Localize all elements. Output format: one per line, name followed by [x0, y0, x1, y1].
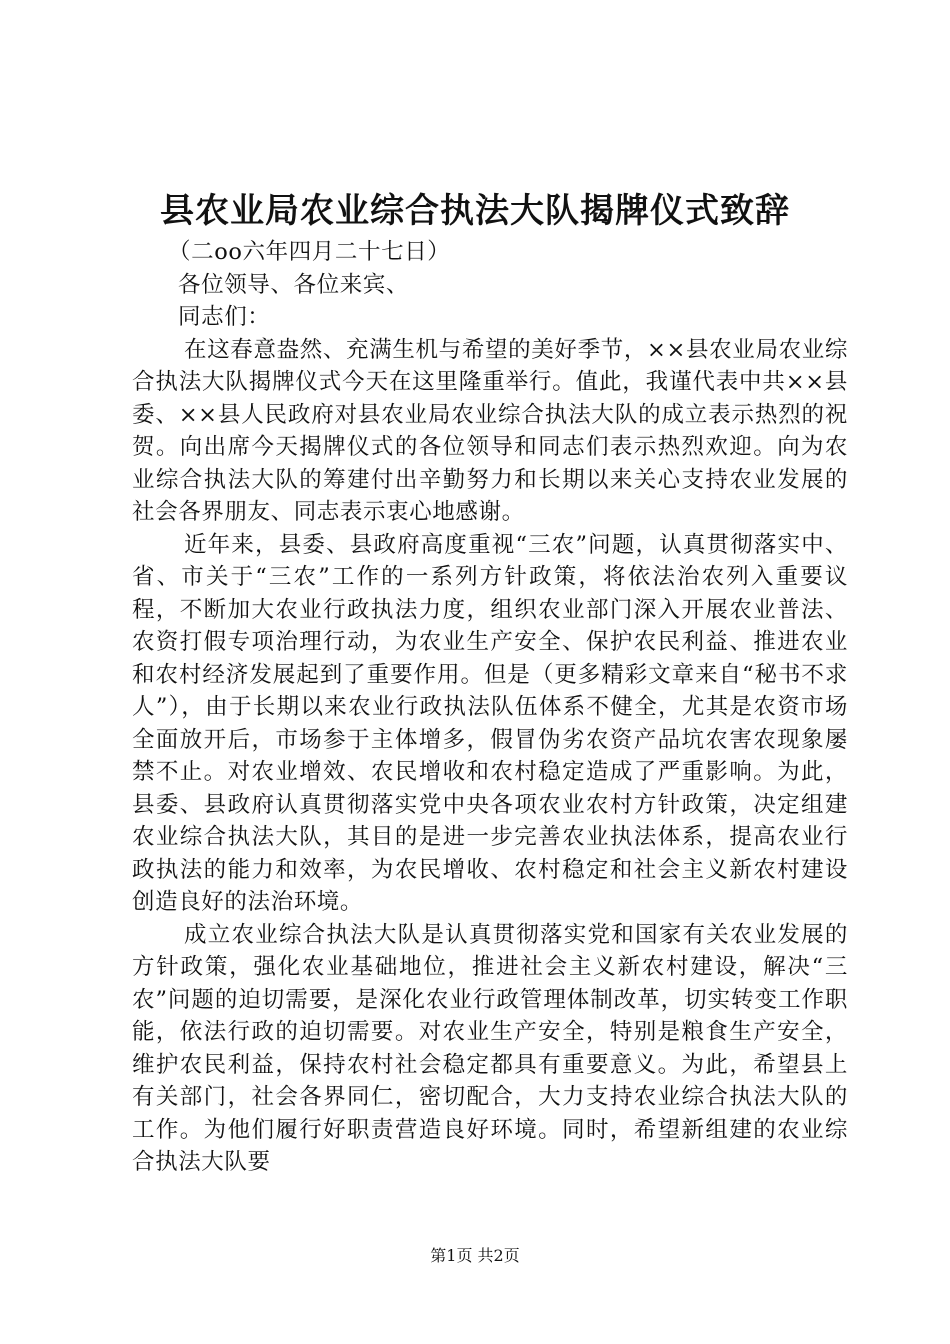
paragraph-3: 成立农业综合执法大队是认真贯彻落实党和国家有关农业发展的方针政策，强化农业基础地位，推进社会主义新农村建设，解决“三农”问题的迫切需要，是深化农业行政管理体制改革，切实转变工作职能，依法行政的迫切需要。对农业生产安全，特别是粮食生产安全，维护农民利益，保持农村社会稳定都具有重要意义。为此，希望县上有关部门，社会各界同仁，密切配合，大力支持农业综合执法大队的工作。为他们履行好职责营造良好环境。同时，希望新组建的农业综合执法大队要	[132, 921, 848, 1175]
salutation-line-2: 同志们：	[178, 304, 271, 330]
paragraph-2: 近年来，县委、县政府高度重视“三农”问题，认真贯彻落实中、省、市关于“三农”工作的一系列方针政策，将依法治农列入重要议程，不断加大农业行政执法力度，组织农业部门深入开展农业普法、农资打假专项治理行动，为农业生产安全、保护农民利益、推进农业和农村经济发展起到了重要作用。但是（更多精彩文章来自“秘书不求人”），由于长期以来农业行政执法队伍体系不健全，尤其是农资市场全面放开后，市场参于主体增多，假冒伪劣农资产品坑农害农现象屡禁不止。对农业增效、农民增收和农村稳定造成了严重影响。为此，县委、县政府认真贯彻落实党中央各项农业农村方针政策，决定组建农业综合执法大队，其目的是进一步完善农业执法体系，提高农业行政执法的能力和效率，为农民增收、农村稳定和社会主义新农村建设创造良好的法治环境。	[132, 531, 848, 915]
document-body	[132, 236, 848, 1179]
date-line: （二oo六年四月二十七日）	[168, 239, 451, 265]
document-title: 县农业局农业综合执法大队揭牌仪式致辞	[160, 191, 790, 231]
salutation-line-1: 各位领导、各位来宾、	[178, 271, 410, 298]
paragraph-1: 在这春意盎然、充满生机与希望的美好季节，××县农业局农业综合执法大队揭牌仪式今天在这里隆重举行。值此，我谨代表中共××县委、××县人民政府对县农业局农业综合执法大队的成立表示热烈的祝贺。向出席今天揭牌仪式的各位领导和同志们表示热烈欢迎。向为农业综合执法大队的筹建付出辛勤努力和长期以来关心支持农业发展的社会各界朋友、同志表示衷心地感谢。	[132, 336, 848, 525]
page-footer: 第1页 共2页	[430, 1246, 520, 1265]
